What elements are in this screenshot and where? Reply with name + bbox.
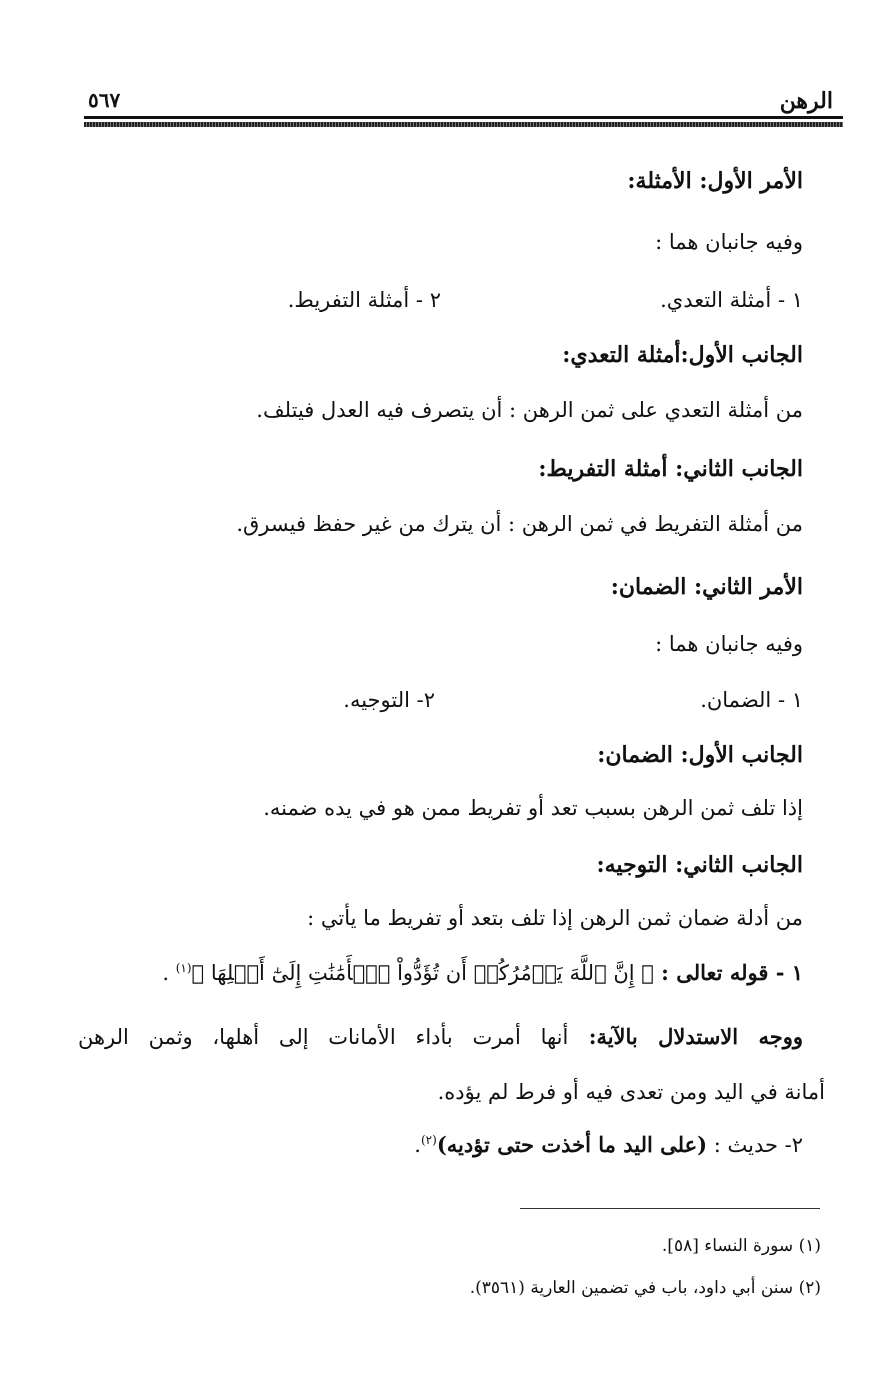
paragraph: إذا تلف ثمن الرهن بسبب تعد أو تفريط ممن هو في يده ضمنه. bbox=[263, 796, 803, 820]
paragraph: وفيه جانبان هما : bbox=[655, 230, 803, 254]
citation-lead: ١ - قوله تعالى : bbox=[653, 960, 803, 985]
footnote-ref-1: (١) bbox=[175, 961, 192, 975]
footnote-1: (١) سورة النساء [٥٨]. bbox=[661, 1236, 821, 1256]
running-header bbox=[84, 88, 843, 118]
list-item: ١ - أمثلة التعدي. bbox=[660, 288, 803, 312]
hadith-text: (على اليد ما أخذت حتى تؤديه) bbox=[436, 1132, 708, 1157]
chapter-title: الرهن bbox=[779, 88, 833, 114]
hadith-end: . bbox=[414, 1133, 421, 1157]
paragraph: من أمثلة التعدي على ثمن الرهن : أن يتصرف فيه العدل فيتلف. bbox=[256, 398, 803, 422]
list-item: ٢- التوجيه. bbox=[343, 688, 435, 712]
paragraph: وفيه جانبان هما : bbox=[655, 632, 803, 656]
footnote-2: (٢) سنن أبي داود، باب في تضمين العارية (٣٥٦١). bbox=[469, 1278, 821, 1298]
quran-citation-line bbox=[162, 960, 803, 986]
hadith-citation-line bbox=[414, 1132, 803, 1158]
page-number: ٥٦٧ bbox=[88, 88, 121, 112]
footnote-ref-2: (٢) bbox=[420, 1133, 437, 1147]
subsection-heading: الجانب الأول:أمثلة التعدي: bbox=[562, 342, 803, 368]
quran-verse: ﴿ إِنَّ ٱللَّهَ يَأۡمُرُكُمۡ أَن تُؤَدُّواْ ٱلۡأَمَٰنَٰتِ إِلَىٰٓ أَهۡلِهَا ﴾ bbox=[191, 961, 654, 985]
header-rule bbox=[84, 116, 843, 119]
subsection-heading: الجانب الثاني: التوجيه: bbox=[596, 852, 803, 878]
header-rule-pattern bbox=[84, 122, 843, 127]
paragraph: من أمثلة التفريط في ثمن الرهن : أن يترك من غير حفظ فيسرق. bbox=[236, 512, 803, 536]
section-heading-examples: الأمر الأول: الأمثلة: bbox=[627, 168, 803, 194]
paragraph: من أدلة ضمان ثمن الرهن إذا تلف بتعد أو تفريط ما يأتي : bbox=[307, 906, 803, 930]
subsection-heading: الجانب الأول: الضمان: bbox=[597, 742, 803, 768]
list-item: ١ - الضمان. bbox=[700, 688, 803, 712]
paragraph: أمانة في اليد ومن تعدى فيه أو فرط لم يؤده. bbox=[437, 1080, 825, 1104]
inference-label: ووجه الاستدلال بالآية: bbox=[568, 1024, 803, 1049]
inference-text: أنها أمرت بأداء الأمانات إلى أهلها، وثمن الرهن bbox=[78, 1025, 569, 1049]
footnote-separator bbox=[520, 1208, 820, 1209]
paragraph-justified bbox=[78, 1024, 803, 1050]
subsection-heading: الجانب الثاني: أمثلة التفريط: bbox=[538, 456, 803, 482]
citation-end: . bbox=[162, 961, 176, 985]
hadith-lead: ٢- حديث : bbox=[707, 1133, 803, 1157]
section-heading-guarantee: الأمر الثاني: الضمان: bbox=[610, 574, 803, 600]
list-item: ٢ - أمثلة التفريط. bbox=[287, 288, 441, 312]
